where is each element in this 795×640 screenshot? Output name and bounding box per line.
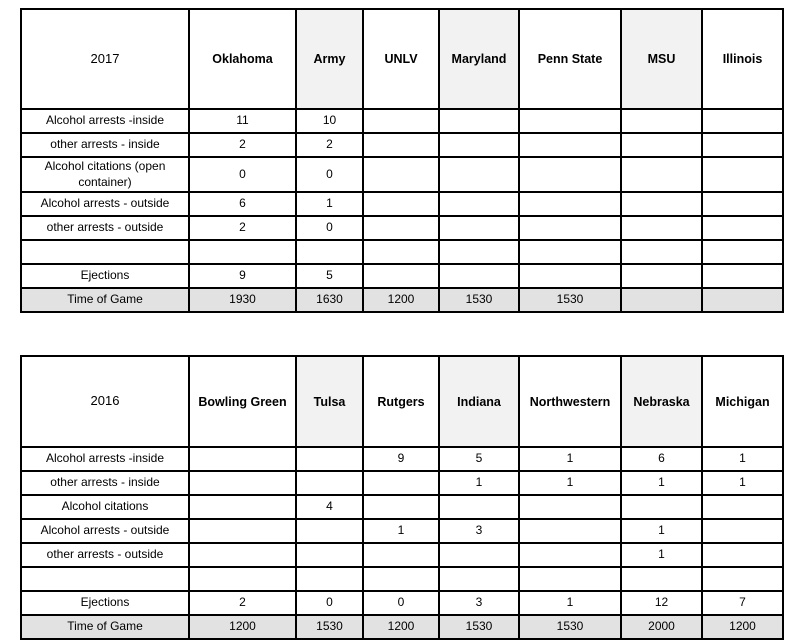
data-cell: 1530 <box>296 615 363 639</box>
data-cell <box>439 240 519 264</box>
row-label <box>21 240 189 264</box>
data-cell <box>519 567 621 591</box>
data-cell <box>519 157 621 192</box>
data-cell: 2 <box>189 591 296 615</box>
data-cell <box>519 133 621 157</box>
data-cell <box>439 567 519 591</box>
data-cell <box>621 216 702 240</box>
data-cell: 2 <box>296 133 363 157</box>
data-cell <box>439 192 519 216</box>
data-cell: 1 <box>519 471 621 495</box>
data-cell <box>363 157 439 192</box>
data-cell <box>363 133 439 157</box>
row-label: Alcohol arrests -inside <box>21 447 189 471</box>
column-header-northwestern: Northwestern <box>519 356 621 447</box>
data-cell <box>702 543 783 567</box>
arrests-table-2016 <box>20 355 784 640</box>
data-cell <box>702 495 783 519</box>
data-cell <box>296 543 363 567</box>
data-cell <box>519 240 621 264</box>
column-header-bowling-green: Bowling Green <box>189 356 296 447</box>
row-other-arrests-inside <box>21 133 783 157</box>
data-cell: 1 <box>363 519 439 543</box>
data-cell <box>439 495 519 519</box>
data-cell <box>439 216 519 240</box>
row-label: Alcohol arrests -inside <box>21 109 189 133</box>
data-cell: 2000 <box>621 615 702 639</box>
data-cell <box>363 471 439 495</box>
data-cell <box>296 447 363 471</box>
data-cell <box>621 192 702 216</box>
data-cell <box>519 216 621 240</box>
data-cell: 1 <box>702 471 783 495</box>
row-alcohol-arrests-outside <box>21 519 783 543</box>
data-cell <box>189 543 296 567</box>
data-cell <box>189 519 296 543</box>
data-cell: 1530 <box>439 288 519 312</box>
data-cell: 1 <box>519 447 621 471</box>
data-cell <box>702 288 783 312</box>
data-cell <box>363 567 439 591</box>
data-cell <box>621 288 702 312</box>
data-cell <box>702 567 783 591</box>
data-cell <box>519 495 621 519</box>
data-cell: 11 <box>189 109 296 133</box>
data-cell: 1 <box>296 192 363 216</box>
data-cell: 5 <box>439 447 519 471</box>
row-label <box>21 567 189 591</box>
data-cell <box>621 495 702 519</box>
row-label: other arrests - outside <box>21 543 189 567</box>
data-cell: 1 <box>519 591 621 615</box>
data-cell: 2 <box>189 216 296 240</box>
data-cell: 9 <box>363 447 439 471</box>
arrests-table-2017-section <box>20 8 787 313</box>
row-label: other arrests - inside <box>21 133 189 157</box>
data-cell: 1 <box>621 471 702 495</box>
column-header-oklahoma: Oklahoma <box>189 9 296 109</box>
data-cell: 4 <box>296 495 363 519</box>
data-cell: 3 <box>439 519 519 543</box>
data-cell <box>702 216 783 240</box>
row-label: Alcohol citations (open container) <box>21 157 189 192</box>
data-cell <box>363 264 439 288</box>
data-cell: 0 <box>363 591 439 615</box>
data-cell: 7 <box>702 591 783 615</box>
data-cell: 1530 <box>519 288 621 312</box>
column-header-army: Army <box>296 9 363 109</box>
data-cell: 1 <box>621 519 702 543</box>
column-header-nebraska: Nebraska <box>621 356 702 447</box>
row-label: Alcohol citations <box>21 495 189 519</box>
row-ejections <box>21 264 783 288</box>
data-cell <box>702 240 783 264</box>
data-cell <box>363 109 439 133</box>
arrests-table-2016-section <box>20 355 787 640</box>
row-alcohol-citations-open-container <box>21 157 783 192</box>
data-cell <box>189 471 296 495</box>
data-cell: 0 <box>189 157 296 192</box>
row-other-arrests-outside <box>21 543 783 567</box>
data-cell <box>621 133 702 157</box>
data-cell: 1630 <box>296 288 363 312</box>
data-cell: 1930 <box>189 288 296 312</box>
data-cell <box>439 543 519 567</box>
data-cell <box>439 264 519 288</box>
column-header-michigan: Michigan <box>702 356 783 447</box>
data-cell <box>439 133 519 157</box>
data-cell: 1200 <box>363 288 439 312</box>
data-cell <box>702 192 783 216</box>
data-cell: 6 <box>189 192 296 216</box>
row-label: Alcohol arrests - outside <box>21 519 189 543</box>
data-cell <box>189 567 296 591</box>
row-other-arrests-outside <box>21 216 783 240</box>
data-cell: 3 <box>439 591 519 615</box>
data-cell: 2 <box>189 133 296 157</box>
data-cell <box>189 240 296 264</box>
data-cell: 1530 <box>439 615 519 639</box>
data-cell <box>363 543 439 567</box>
data-cell <box>702 133 783 157</box>
data-cell <box>439 157 519 192</box>
data-cell: 1200 <box>189 615 296 639</box>
column-header-rutgers: Rutgers <box>363 356 439 447</box>
data-cell: 1200 <box>702 615 783 639</box>
data-cell <box>519 264 621 288</box>
column-header-indiana: Indiana <box>439 356 519 447</box>
data-cell: 0 <box>296 591 363 615</box>
data-cell <box>702 264 783 288</box>
row-label: Alcohol arrests - outside <box>21 192 189 216</box>
data-cell <box>363 192 439 216</box>
data-cell <box>189 495 296 519</box>
data-cell <box>621 240 702 264</box>
data-cell: 0 <box>296 216 363 240</box>
column-header-msu: MSU <box>621 9 702 109</box>
row-label: Time of Game <box>21 288 189 312</box>
year-header-2016: 2016 <box>21 356 189 447</box>
data-cell <box>363 240 439 264</box>
column-header-penn-state: Penn State <box>519 9 621 109</box>
data-cell <box>439 109 519 133</box>
data-cell <box>519 519 621 543</box>
data-cell <box>621 264 702 288</box>
data-cell <box>519 109 621 133</box>
data-cell: 1 <box>439 471 519 495</box>
row-alcohol-arrests-inside <box>21 447 783 471</box>
data-cell: 1200 <box>363 615 439 639</box>
row-ejections <box>21 591 783 615</box>
data-cell: 1 <box>621 543 702 567</box>
column-header-unlv: UNLV <box>363 9 439 109</box>
row-alcohol-arrests-inside <box>21 109 783 133</box>
column-header-tulsa: Tulsa <box>296 356 363 447</box>
column-header-illinois: Illinois <box>702 9 783 109</box>
year-header-2017: 2017 <box>21 9 189 109</box>
column-header-maryland: Maryland <box>439 9 519 109</box>
row-label: other arrests - inside <box>21 471 189 495</box>
row-alcohol-citations <box>21 495 783 519</box>
data-cell <box>519 543 621 567</box>
data-cell <box>296 471 363 495</box>
row-time-of-game <box>21 615 783 639</box>
data-cell: 10 <box>296 109 363 133</box>
data-cell <box>363 495 439 519</box>
spacer-row <box>21 567 783 591</box>
data-cell: 0 <box>296 157 363 192</box>
data-cell: 1530 <box>519 615 621 639</box>
row-label: Ejections <box>21 264 189 288</box>
row-other-arrests-inside <box>21 471 783 495</box>
data-cell <box>296 567 363 591</box>
row-time-of-game <box>21 288 783 312</box>
spacer-row <box>21 240 783 264</box>
data-cell: 5 <box>296 264 363 288</box>
row-label: other arrests - outside <box>21 216 189 240</box>
data-cell <box>621 157 702 192</box>
header-row <box>21 356 783 447</box>
data-cell <box>702 519 783 543</box>
row-label: Time of Game <box>21 615 189 639</box>
data-cell: 6 <box>621 447 702 471</box>
data-cell <box>621 567 702 591</box>
data-cell <box>296 240 363 264</box>
data-cell: 12 <box>621 591 702 615</box>
data-cell <box>702 157 783 192</box>
data-cell <box>189 447 296 471</box>
arrests-table-2017 <box>20 8 784 313</box>
data-cell: 1 <box>702 447 783 471</box>
data-cell: 9 <box>189 264 296 288</box>
header-row <box>21 9 783 109</box>
row-label: Ejections <box>21 591 189 615</box>
data-cell <box>363 216 439 240</box>
data-cell <box>621 109 702 133</box>
data-cell <box>702 109 783 133</box>
data-cell <box>296 519 363 543</box>
data-cell <box>519 192 621 216</box>
row-alcohol-arrests-outside <box>21 192 783 216</box>
